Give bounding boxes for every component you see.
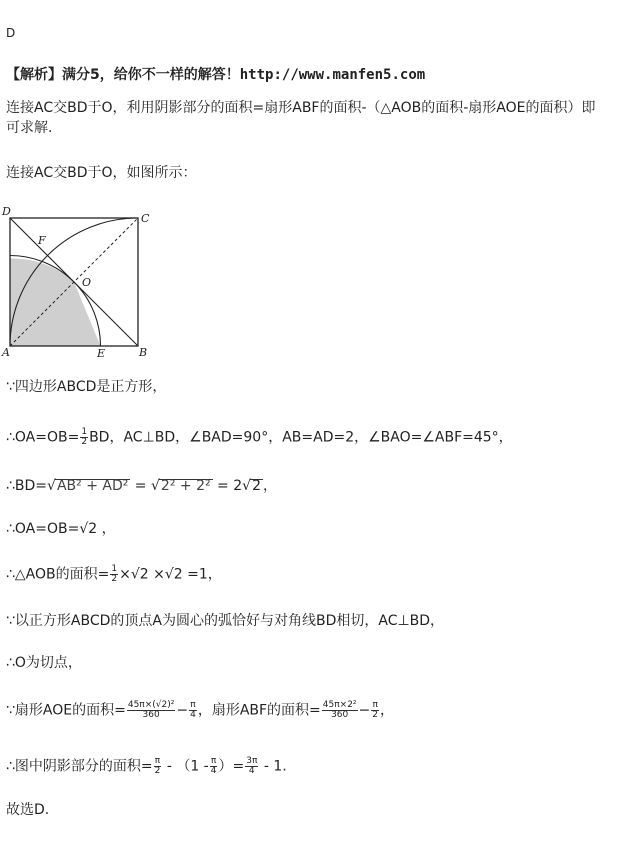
- label-c: C: [141, 212, 150, 225]
- connect-text: 连接AC交BD于O，如图所示：: [6, 165, 197, 181]
- step-8-fraction-2: $\frac{\pi}{4}$: [190, 700, 196, 720]
- step-3-radicand-3: 2: [252, 478, 261, 494]
- label-a: A: [2, 346, 10, 359]
- step-3-text-a: ∴BD=: [6, 478, 48, 494]
- header-score-text: 满分5，给你不一样的解答！: [62, 67, 240, 83]
- geometry-figure: [0, 200, 160, 362]
- step-8-text-b: ，扇形ABF的面积=: [197, 702, 321, 719]
- label-d: D: [2, 205, 11, 218]
- analysis-line-1: 连接AC交BD于O，利用阴影部分的面积=扇形ABF的面积-（△AOB的面积-扇形AOE的面积）即: [6, 100, 596, 116]
- solution-header: [6, 66, 425, 84]
- step-3-eq-2: = 2: [212, 478, 243, 494]
- sqrt-symbol: √: [151, 478, 160, 494]
- step-8: [6, 701, 394, 720]
- step-9-fraction-2: $\frac{\pi}{4}$: [210, 756, 217, 776]
- header-bracket-open: 【: [6, 67, 20, 83]
- label-f: F: [38, 234, 46, 247]
- step-3-end: ，: [262, 478, 277, 494]
- step-3-eq-1: =: [130, 478, 151, 494]
- step-3-radicand-2: 2² + 2²: [160, 478, 211, 494]
- step-2: [6, 428, 513, 447]
- step-1: ∵四边形ABCD是正方形，: [6, 379, 167, 395]
- step-8-fraction-3: $\frac{\text{45π×2²}}{360}$: [322, 700, 357, 720]
- step-8-text-a: ∵扇形AOE的面积=: [6, 702, 126, 719]
- step-9-fraction-1: $\frac{\pi}{2}$: [154, 756, 161, 776]
- step-9-text-d: - 1.: [259, 758, 287, 775]
- sqrt-symbol: √: [47, 478, 56, 494]
- label-o: O: [82, 276, 92, 289]
- step-9-text-a: ∴图中阴影部分的面积=: [6, 758, 153, 775]
- step-9: [6, 757, 287, 776]
- header-label: 解析: [20, 67, 48, 83]
- step-9-text-b: - （1 -: [162, 758, 209, 775]
- step-2-fraction: $\frac{1}{2}$: [81, 427, 88, 447]
- step-4: ∴OA=OB=√2 ，: [6, 521, 116, 537]
- step-5-text-b: ×√2 ×√2 =1，: [119, 566, 222, 583]
- step-8-minus-2: −: [358, 702, 371, 719]
- sqrt-symbol: √: [242, 478, 252, 494]
- header-bracket-close: 】: [48, 67, 62, 83]
- step-2-text-b: BD，AC⊥BD，∠BAD=90°，AB=AD=2，∠BAO=∠ABF=45°，: [89, 429, 513, 446]
- step-5-text-a: ∴△AOB的面积=: [6, 566, 110, 583]
- step-3: [6, 477, 277, 495]
- analysis-line-2: 可求解.: [6, 120, 53, 136]
- step-5: [6, 565, 222, 584]
- step-8-fraction-1: $\frac{\text{45π×(√2)²}}{360}$: [127, 700, 175, 720]
- step-10: 故选D.: [6, 802, 50, 818]
- step-9-text-c: ）=: [218, 758, 245, 775]
- answer-letter: D: [6, 26, 16, 40]
- step-6: ∵以正方形ABCD的顶点A为圆心的弧恰好与对角线BD相切，AC⊥BD，: [6, 613, 445, 629]
- step-3-radicand-1: AB² + AD²: [56, 478, 129, 494]
- label-e: E: [97, 347, 106, 360]
- step-5-fraction: $\frac{1}{2}$: [111, 564, 118, 584]
- header-url: http://www.manfen5.com: [239, 67, 426, 83]
- step-7: ∴O为切点，: [6, 655, 82, 671]
- step-2-text-a: ∴OA=OB=: [6, 429, 80, 446]
- step-9-fraction-3: $\frac{3\pi}{4}$: [246, 756, 258, 776]
- step-8-end: ，: [380, 702, 395, 719]
- label-b: B: [139, 346, 148, 359]
- step-8-minus: −: [176, 702, 189, 719]
- step-8-fraction-4: $\frac{\pi}{2}$: [372, 700, 379, 720]
